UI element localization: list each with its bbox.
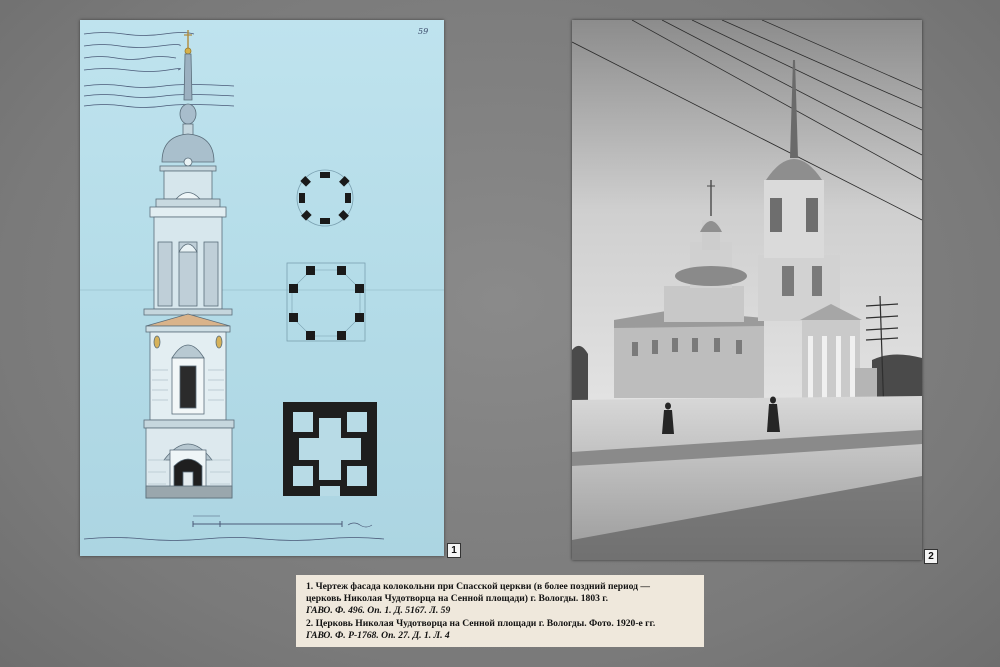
caption-item2-archive: ГАВО. Ф. Р-1768. Оп. 27. Д. 1. Л. 4 bbox=[306, 629, 450, 641]
caption-item1-line1: 1. Чертеж фасада колокольни при Спасской церкви (в более поздний период — bbox=[306, 581, 651, 592]
plan-upper bbox=[297, 170, 353, 226]
tower-elevation bbox=[144, 30, 234, 498]
scale-bar bbox=[193, 516, 372, 527]
handwritten-title bbox=[84, 33, 234, 108]
photo-artwork bbox=[572, 20, 922, 560]
bell-tower-drawing bbox=[80, 20, 444, 556]
sheet-number: 59 bbox=[418, 27, 429, 36]
church-photo bbox=[572, 20, 922, 560]
caption-item2-line1: 2. Церковь Николая Чудотворца на Сенной площади г. Вологды. Фото. 1920-е гг. bbox=[306, 617, 656, 629]
caption-panel bbox=[296, 575, 704, 647]
badge-1: 1 bbox=[447, 543, 461, 558]
signature-line bbox=[84, 538, 384, 541]
plan-belfry bbox=[287, 263, 365, 341]
caption-item1-line2: церковь Николая Чудотворца на Сенной площади) г. Вологды. 1803 г. bbox=[306, 593, 608, 605]
plan-ground bbox=[283, 402, 377, 496]
caption-item1-archive: ГАВО. Ф. 496. Оп. 1. Д. 5167. Л. 59 bbox=[306, 605, 451, 617]
drawing-artwork bbox=[80, 20, 444, 556]
badge-2: 2 bbox=[924, 549, 938, 564]
